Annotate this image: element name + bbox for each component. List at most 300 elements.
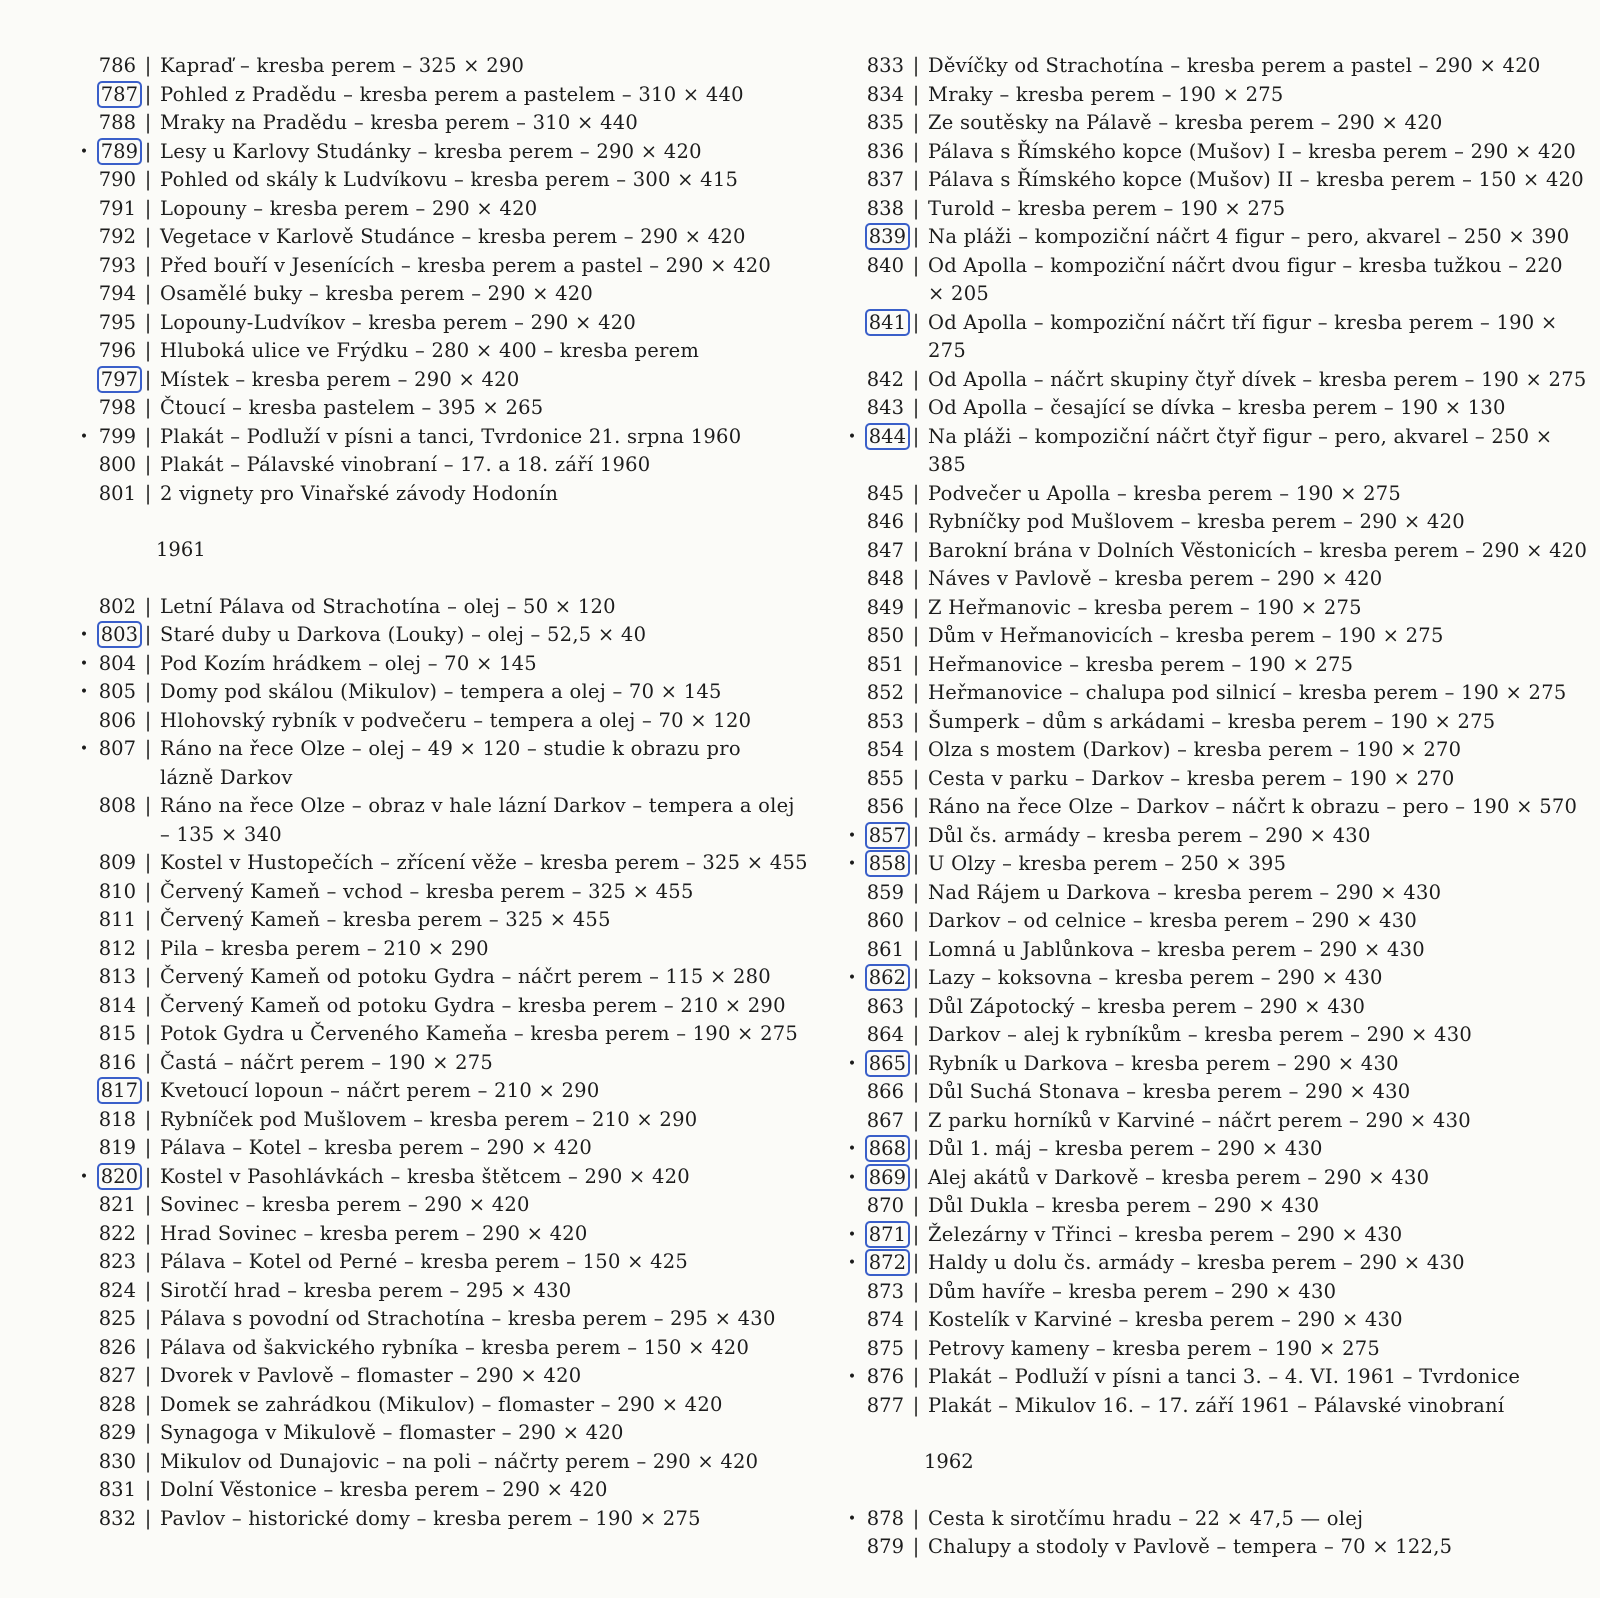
entry-number — [858, 223, 904, 252]
year-heading-1961: 1961 — [156, 538, 206, 561]
entry-text: Mraky na Pradědu – kresba perem – 310 × 440 — [160, 111, 639, 134]
catalogue-entry — [846, 765, 1566, 794]
catalogue-entry — [846, 480, 1566, 509]
entry-number — [90, 735, 136, 764]
entry-number-text: 794 — [98, 282, 136, 305]
catalogue-entry — [846, 109, 1566, 138]
entry-text: Červený Kameň – kresba perem – 325 × 455 — [160, 908, 611, 931]
dot-marker: • — [847, 1510, 857, 1527]
entry-number — [90, 1362, 136, 1391]
catalogue-entry — [78, 906, 798, 935]
entry-number-text: 864 — [866, 1023, 904, 1046]
separator-bar: | — [144, 339, 152, 362]
separator-bar: | — [912, 54, 920, 77]
entry-number — [90, 280, 136, 309]
separator-bar: | — [144, 310, 152, 334]
entry-number — [90, 166, 136, 195]
catalogue-entry — [846, 394, 1566, 423]
entry-text: Z Heřmanovic – kresba perem – 190 × 275 — [928, 595, 1362, 619]
dot-marker: • — [847, 827, 857, 844]
entry-text: Železárny v Třinci – kresba perem – 290 × 430 — [928, 1222, 1403, 1246]
separator-bar: | — [912, 738, 920, 761]
entry-number — [90, 1106, 136, 1135]
separator-bar: | — [912, 909, 920, 932]
entry-text: Čtoucí – kresba pastelem – 395 × 265 — [160, 396, 544, 419]
entry-number — [858, 252, 904, 281]
catalogue-entry — [78, 1476, 798, 1505]
catalogue-entry — [78, 621, 798, 650]
year-heading-1962: 1962 — [924, 1450, 974, 1473]
separator-bar: | — [912, 823, 920, 847]
entry-number — [858, 793, 904, 822]
entry-text: Mraky – kresba perem – 190 × 275 — [928, 82, 1284, 106]
entry-number — [90, 1191, 136, 1220]
entry-number — [90, 1419, 136, 1448]
separator-bar: | — [912, 1251, 920, 1274]
catalogue-entry — [846, 993, 1566, 1022]
catalogue-entry — [78, 52, 798, 81]
catalogue-entry — [78, 81, 798, 110]
entry-number — [90, 109, 136, 138]
entry-text: Ráno na řece Olze – olej – 49 × 120 – studie k obrazu pro lázně Darkov — [160, 737, 741, 789]
separator-bar: | — [912, 538, 920, 562]
entry-number — [858, 822, 904, 851]
entry-number-text: 853 — [866, 709, 904, 733]
separator-bar: | — [912, 424, 920, 448]
entry-number — [90, 1305, 136, 1334]
entry-text: Červený Kameň od potoku Gydra – náčrt perem – 115 × 280 — [160, 965, 771, 988]
entry-number — [858, 537, 904, 566]
entry-number-annotated: 865 — [865, 1050, 910, 1077]
entry-number — [90, 223, 136, 252]
catalogue-entry — [78, 1106, 798, 1135]
separator-bar: | — [144, 1136, 152, 1159]
entry-text: Červený Kameň – vchod – kresba perem – 325 × 455 — [160, 879, 694, 903]
separator-bar: | — [912, 1165, 920, 1189]
entry-number-text: 874 — [866, 1308, 904, 1331]
entry-number-text: 850 — [866, 624, 904, 647]
entry-number-annotated: 839 — [865, 223, 910, 250]
separator-bar: | — [912, 937, 920, 961]
entry-text: Důl 1. máj – kresba perem – 290 × 430 — [928, 1137, 1323, 1160]
catalogue-entry — [846, 936, 1566, 965]
entry-number — [90, 678, 136, 707]
entry-number — [858, 166, 904, 195]
catalogue-entry — [78, 1419, 798, 1448]
entry-text: Letní Pálava od Strachotína – olej – 50 × 120 — [160, 594, 616, 618]
entry-number-text: 824 — [98, 1278, 136, 1302]
entry-number — [90, 906, 136, 935]
entry-number — [90, 1163, 136, 1192]
left-entries-a — [78, 52, 798, 508]
entry-number-text: 800 — [98, 453, 136, 476]
separator-bar: | — [912, 310, 920, 334]
dot-marker: • — [79, 684, 89, 700]
entry-text: Červený Kameň od potoku Gydra – kresba perem – 210 × 290 — [160, 993, 786, 1017]
entry-number-text: 804 — [98, 651, 136, 675]
separator-bar: | — [144, 1478, 152, 1501]
catalogue-entry — [78, 1391, 798, 1420]
entry-number — [858, 1135, 904, 1164]
catalogue-entry — [78, 1505, 798, 1534]
entry-number-text: 796 — [98, 339, 136, 362]
entry-number-text: 860 — [866, 909, 904, 932]
entry-number-text: 866 — [866, 1080, 904, 1103]
separator-bar: | — [912, 766, 920, 790]
entry-number — [858, 1533, 904, 1562]
separator-bar: | — [144, 253, 152, 277]
entry-text: Lopouny – kresba perem – 290 × 420 — [160, 196, 538, 220]
separator-bar: | — [144, 1335, 152, 1359]
catalogue-entry — [78, 337, 798, 366]
catalogue-entry — [846, 1363, 1566, 1392]
entry-number-text: 814 — [98, 993, 136, 1017]
entry-number — [90, 1334, 136, 1363]
catalogue-entry — [78, 1248, 798, 1277]
separator-bar: | — [912, 139, 920, 163]
separator-bar: | — [144, 1250, 152, 1273]
separator-bar: | — [912, 196, 920, 220]
entry-text: Důl Zápotocký – kresba perem – 290 × 430 — [928, 994, 1366, 1018]
entry-text: Pálava – Kotel od Perné – kresba perem – 150 × 425 — [160, 1250, 689, 1273]
entry-number-text: 809 — [98, 851, 136, 874]
entry-text: Synagoga v Mikulově – flomaster – 290 × 420 — [160, 1421, 624, 1444]
entry-number-text: 795 — [98, 310, 136, 334]
catalogue-entry — [78, 792, 798, 849]
entry-number — [90, 1220, 136, 1249]
catalogue-entry — [846, 309, 1566, 366]
entry-text: Domek se zahrádkou (Mikulov) – flomaster – 290 × 420 — [160, 1392, 723, 1416]
catalogue-entry — [78, 1134, 798, 1163]
entry-text: Kostelík v Karviné – kresba perem – 290 × 430 — [928, 1308, 1403, 1331]
entry-number-text: 802 — [98, 594, 136, 618]
entry-text: Turold – kresba perem – 190 × 275 — [928, 196, 1286, 220]
catalogue-entry — [846, 1078, 1566, 1107]
entry-text: Lazy – koksovna – kresba perem – 290 × 430 — [928, 966, 1383, 989]
separator-bar: | — [144, 1506, 152, 1530]
catalogue-entry — [78, 935, 798, 964]
entry-number-text: 799 — [98, 424, 136, 448]
catalogue-entry — [846, 1533, 1566, 1562]
catalogue-entry — [78, 252, 798, 281]
entry-number — [858, 480, 904, 509]
entry-number — [858, 423, 904, 452]
entry-text: Alej akátů v Darkově – kresba perem – 290 × 430 — [928, 1165, 1430, 1189]
separator-bar: | — [144, 367, 152, 391]
separator-bar: | — [912, 880, 920, 904]
catalogue-entry — [78, 1362, 798, 1391]
entry-number-text: 842 — [866, 367, 904, 391]
dot-marker: • — [847, 1055, 857, 1072]
separator-bar: | — [144, 737, 152, 760]
entry-number-text: 847 — [866, 538, 904, 562]
separator-bar: | — [912, 852, 920, 875]
entry-number-text: 792 — [98, 225, 136, 248]
entry-text: Důl čs. armády – kresba perem – 290 × 430 — [928, 823, 1371, 847]
separator-bar: | — [144, 1079, 152, 1102]
catalogue-entry — [78, 109, 798, 138]
entry-text: Hrad Sovinec – kresba perem – 290 × 420 — [160, 1221, 588, 1245]
entry-number-text: 821 — [98, 1193, 136, 1216]
separator-bar: | — [144, 1193, 152, 1216]
entry-text: Lomná u Jablůnkova – kresba perem – 290 × 430 — [928, 937, 1425, 961]
separator-bar: | — [912, 253, 920, 277]
entry-number-text: 854 — [866, 738, 904, 761]
catalogue-entry — [846, 850, 1566, 879]
catalogue-entry — [78, 451, 798, 480]
separator-bar: | — [144, 908, 152, 931]
catalogue-entry — [846, 1249, 1566, 1278]
entry-text: Před bouří v Jesenících – kresba perem a pastel – 290 × 420 — [160, 253, 772, 277]
catalogue-entry — [78, 1220, 798, 1249]
entry-text: Pálava s Římského kopce (Mušov) II – kresba perem – 150 × 420 — [928, 168, 1584, 191]
separator-bar: | — [912, 709, 920, 733]
entry-text: Dům havíře – kresba perem – 290 × 430 — [928, 1279, 1337, 1303]
catalogue-entry — [846, 252, 1566, 309]
entry-number — [90, 593, 136, 622]
catalogue-entry — [846, 366, 1587, 395]
separator-bar: | — [912, 396, 920, 419]
entry-number — [90, 1049, 136, 1078]
entry-text: Děvíčky od Strachotína – kresba perem a pastel – 290 × 420 — [928, 54, 1541, 77]
separator-bar: | — [912, 1336, 920, 1360]
entry-number-text: 836 — [866, 139, 904, 163]
entry-number-text: 873 — [866, 1279, 904, 1303]
entry-number-text: 849 — [866, 595, 904, 619]
entry-number-text: 805 — [98, 680, 136, 703]
entry-number-text: 870 — [866, 1194, 904, 1217]
left-column — [78, 52, 808, 1533]
catalogue-entry — [78, 309, 798, 338]
separator-bar: | — [912, 1506, 920, 1530]
entry-number-text: 863 — [866, 994, 904, 1018]
separator-bar: | — [144, 1221, 152, 1245]
separator-bar: | — [144, 965, 152, 988]
catalogue-entry — [846, 1192, 1566, 1221]
separator-bar: | — [144, 225, 152, 248]
catalogue-entry — [78, 1305, 798, 1334]
catalogue-entry — [846, 1306, 1566, 1335]
separator-bar: | — [912, 168, 920, 191]
right-column — [846, 52, 1588, 1562]
entry-number — [858, 964, 904, 993]
entry-text: Rybníček pod Mušlovem – kresba perem – 210 × 290 — [160, 1107, 698, 1131]
separator-bar: | — [144, 651, 152, 675]
catalogue-entry — [78, 423, 798, 452]
entry-text: Cesta v parku – Darkov – kresba perem – 190 × 270 — [928, 766, 1455, 790]
separator-bar: | — [912, 1393, 920, 1417]
entry-number-text: 819 — [98, 1136, 136, 1159]
catalogue-entry — [846, 1392, 1566, 1421]
entry-number — [858, 138, 904, 167]
dot-marker: • — [847, 856, 857, 872]
catalogue-entry — [78, 394, 798, 423]
dot-marker: • — [79, 428, 89, 445]
separator-bar: | — [144, 794, 152, 817]
entry-text: Podvečer u Apolla – kresba perem – 190 × 275 — [928, 481, 1402, 505]
left-entries-b — [78, 593, 808, 1534]
entry-text: Barokní brána v Dolních Věstonicích – kresba perem – 290 × 420 — [928, 538, 1588, 562]
entry-number-text: 838 — [866, 196, 904, 220]
entry-number-text: 828 — [98, 1392, 136, 1416]
entry-number-text: 831 — [98, 1478, 136, 1501]
catalogue-entry — [78, 1448, 798, 1477]
entry-number-text: 879 — [866, 1535, 904, 1558]
entry-text: Hluboká ulice ve Frýdku – 280 × 400 – kresba perem — [160, 339, 700, 362]
separator-bar: | — [912, 1023, 920, 1046]
separator-bar: | — [912, 681, 920, 704]
entry-number-annotated: 872 — [865, 1249, 910, 1276]
entry-number — [858, 879, 904, 908]
catalogue-entry — [846, 138, 1576, 167]
entry-text: Z parku horníků v Karviné – náčrt perem – 290 × 430 — [928, 1108, 1471, 1132]
entry-number — [858, 1505, 904, 1534]
entry-number — [90, 1020, 136, 1049]
entry-number-annotated: 820 — [97, 1163, 142, 1190]
entry-number-annotated: 844 — [865, 423, 910, 450]
entry-number-annotated: 797 — [97, 366, 142, 393]
entry-number-text: 861 — [866, 937, 904, 961]
dot-marker: • — [847, 1141, 857, 1157]
entry-number — [858, 109, 904, 138]
entry-number-text: 856 — [866, 795, 904, 818]
entry-number-text: 823 — [98, 1250, 136, 1273]
entry-number-text: 852 — [866, 681, 904, 704]
entry-number-text: 878 — [866, 1506, 904, 1530]
catalogue-entry — [846, 537, 1588, 566]
entry-text: Nad Rájem u Darkova – kresba perem – 290 × 430 — [928, 880, 1442, 904]
catalogue-entry — [846, 1021, 1566, 1050]
entry-text: 2 vignety pro Vinařské závody Hodonín — [160, 481, 559, 505]
entry-number — [858, 765, 904, 794]
entry-text: Pálava s Římského kopce (Mušov) I – kresba perem – 290 × 420 — [928, 139, 1576, 163]
catalogue-entry — [846, 1164, 1566, 1193]
separator-bar: | — [912, 652, 920, 676]
entry-number — [90, 992, 136, 1021]
entry-text: Důl Suchá Stonava – kresba perem – 290 × 430 — [928, 1080, 1411, 1103]
right-entries-a — [846, 52, 1588, 1420]
catalogue-entry — [78, 1334, 798, 1363]
separator-bar: | — [144, 196, 152, 220]
entry-number — [90, 366, 136, 395]
dot-marker: • — [847, 1169, 857, 1186]
entry-number — [858, 1392, 904, 1421]
catalogue-entry — [78, 480, 798, 509]
entry-number-text: 812 — [98, 936, 136, 960]
entry-number-text: 833 — [866, 54, 904, 77]
separator-bar: | — [144, 1392, 152, 1416]
catalogue-entry — [78, 878, 798, 907]
entry-text: U Olzy – kresba perem – 250 × 395 — [928, 852, 1287, 875]
catalogue-entry — [78, 1077, 798, 1106]
entry-text: Sirotčí hrad – kresba perem – 295 × 430 — [160, 1278, 572, 1302]
entry-text: Pohled od skály k Ludvíkovu – kresba perem – 300 × 415 — [160, 168, 739, 191]
entry-text: Kvetoucí lopoun – náčrt perem – 210 × 290 — [160, 1079, 600, 1102]
entry-number-annotated: 869 — [865, 1164, 910, 1191]
separator-bar: | — [144, 1449, 152, 1473]
separator-bar: | — [912, 1080, 920, 1103]
entry-number-text: 826 — [98, 1335, 136, 1359]
entry-text: Rybník u Darkova – kresba perem – 290 × 430 — [928, 1051, 1399, 1075]
entry-text: Dům v Heřmanovicích – kresba perem – 190 × 275 — [928, 624, 1444, 647]
separator-bar: | — [144, 594, 152, 618]
catalogue-entry — [78, 963, 798, 992]
catalogue-entry — [846, 736, 1566, 765]
catalogue-entry — [846, 1107, 1566, 1136]
entry-number — [858, 1335, 904, 1364]
catalogue-entry — [846, 594, 1566, 623]
separator-bar: | — [912, 82, 920, 106]
entry-text: Ze soutěsky na Pálavě – kresba perem – 290 × 420 — [928, 111, 1443, 134]
separator-bar: | — [144, 993, 152, 1017]
entry-text: Darkov – alej k rybníkům – kresba perem – 290 × 430 — [928, 1023, 1473, 1046]
entry-text: Dvorek v Pavlově – flomaster – 290 × 420 — [160, 1364, 582, 1387]
catalogue-entry — [846, 1135, 1566, 1164]
entry-number-annotated: 787 — [97, 81, 142, 108]
separator-bar: | — [912, 994, 920, 1018]
entry-text: Plakát – Pálavské vinobraní – 17. a 18. září 1960 — [160, 453, 651, 476]
entry-number — [858, 850, 904, 879]
entry-number-text: 816 — [98, 1050, 136, 1074]
dot-marker: • — [847, 1369, 857, 1385]
catalogue-entry — [846, 1335, 1566, 1364]
entry-number — [858, 1221, 904, 1250]
entry-number-text: 855 — [866, 766, 904, 790]
entry-number — [90, 792, 136, 821]
catalogue-entry — [846, 708, 1566, 737]
separator-bar: | — [144, 111, 152, 134]
entry-number-text: 837 — [866, 168, 904, 191]
separator-bar: | — [144, 623, 152, 646]
separator-bar: | — [912, 1222, 920, 1246]
entry-text: Domy pod skálou (Mikulov) – tempera a olej – 70 × 145 — [160, 680, 722, 703]
catalogue-entry — [78, 1020, 798, 1049]
catalogue-entry — [846, 423, 1566, 480]
catalogue-entry — [846, 822, 1566, 851]
entry-text: Pavlov – historické domy – kresba perem – 190 × 275 — [160, 1506, 701, 1530]
entry-number-text: 875 — [866, 1336, 904, 1360]
entry-number — [858, 708, 904, 737]
catalogue-entry — [846, 195, 1566, 224]
entry-number-text: 834 — [866, 82, 904, 106]
entry-number — [90, 849, 136, 878]
entry-text: Potok Gydra u Červeného Kameňa – kresba perem – 190 × 275 — [160, 1022, 799, 1045]
entry-text: Důl Dukla – kresba perem – 290 × 430 — [928, 1194, 1320, 1217]
entry-number-annotated: 803 — [97, 621, 142, 648]
entry-number — [90, 1391, 136, 1420]
entry-number — [858, 622, 904, 651]
entry-text: Staré duby u Darkova (Louky) – olej – 52,5 × 40 — [160, 623, 647, 646]
catalogue-entry — [846, 52, 1566, 81]
separator-bar: | — [912, 966, 920, 989]
catalogue-entry — [78, 366, 798, 395]
entry-number — [858, 1078, 904, 1107]
entry-text: Častá – náčrt perem – 190 × 275 — [160, 1050, 494, 1074]
separator-bar: | — [144, 1050, 152, 1074]
entry-number — [90, 1448, 136, 1477]
catalogue-entry — [846, 1221, 1566, 1250]
catalogue-entry — [78, 1277, 798, 1306]
entry-text: Lopouny-Ludvíkov – kresba perem – 290 × 420 — [160, 310, 637, 334]
separator-bar: | — [144, 282, 152, 305]
separator-bar: | — [144, 139, 152, 163]
entry-text: Na pláži – kompoziční náčrt 4 figur – pero, akvarel – 250 × 390 — [928, 225, 1570, 248]
separator-bar: | — [144, 851, 152, 874]
entry-number-annotated: 871 — [865, 1221, 910, 1248]
entry-text: Od Apolla – kompoziční náčrt dvou figur – kresba tužkou – 220 × 205 — [928, 253, 1563, 305]
separator-bar: | — [144, 481, 152, 505]
entry-number-text: 793 — [98, 253, 136, 277]
